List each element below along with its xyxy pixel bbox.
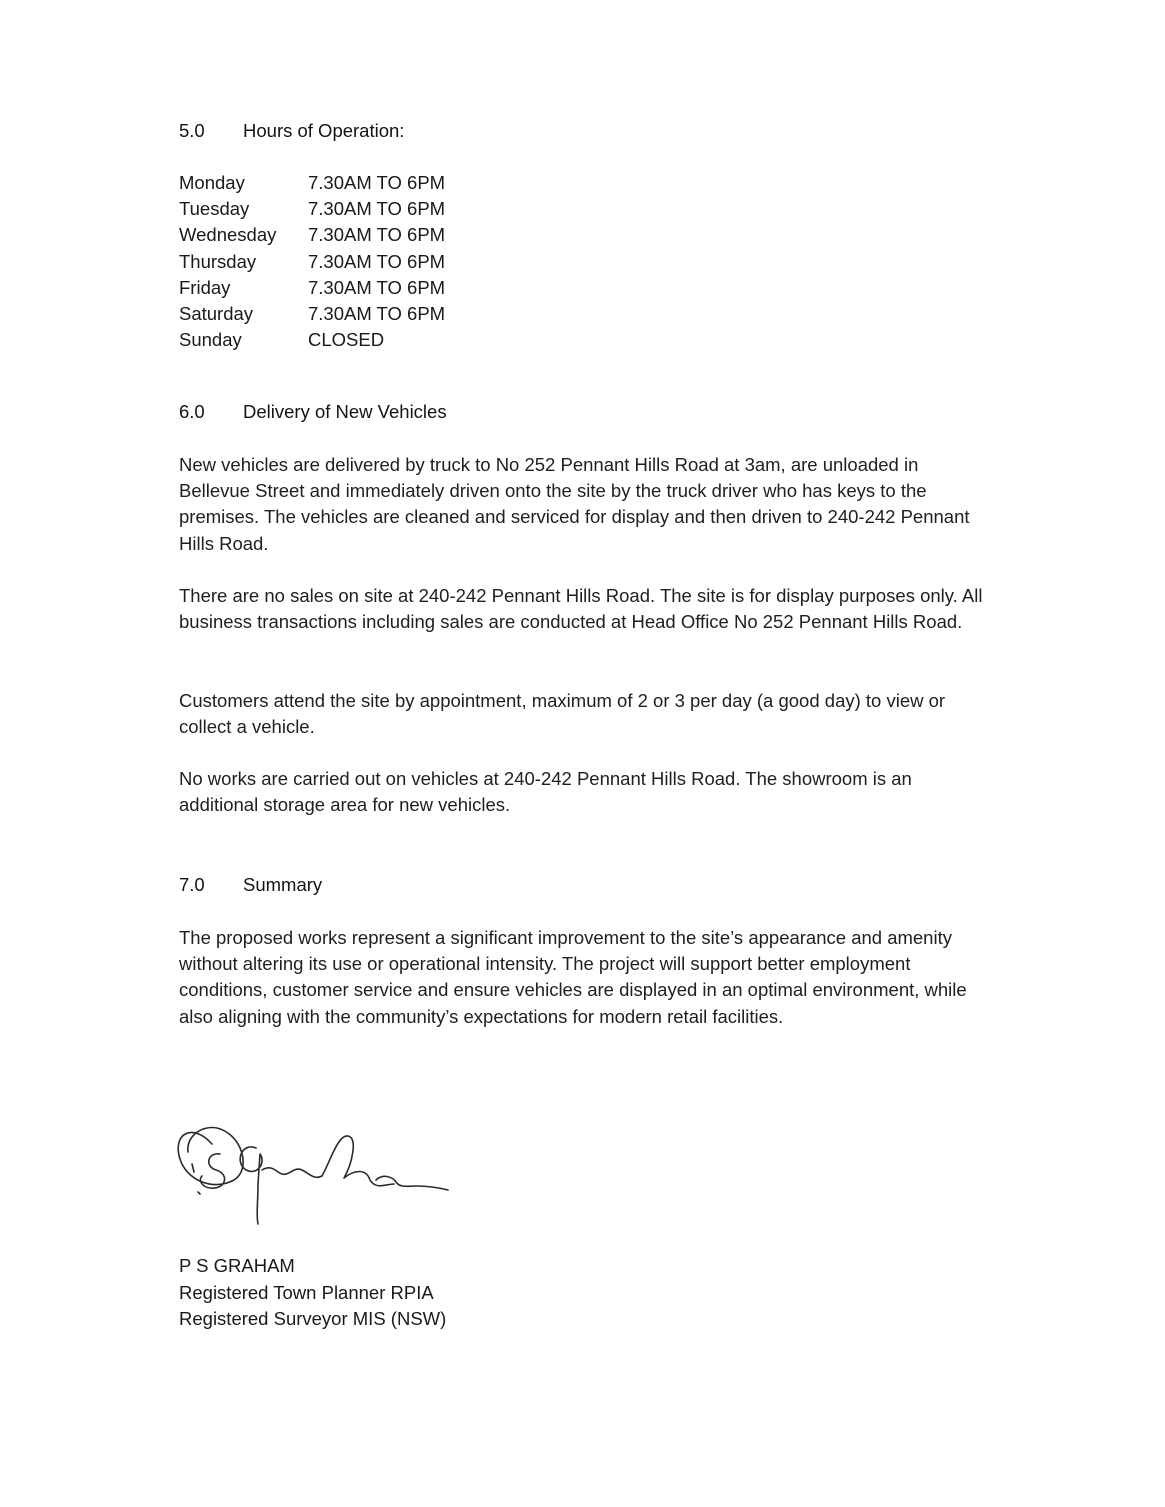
delivery-paragraph-4: No works are carried out on vehicles at 240-242 Pennant Hills Road. The showroom is an additional storage area for new vehicles. <box>179 768 912 816</box>
section-7-heading <box>179 872 322 898</box>
hours-row <box>179 196 445 222</box>
hours-day: Wednesday <box>179 224 277 246</box>
hours-time: 7.30AM TO 6PM <box>308 250 446 272</box>
section-5-number: 5.0 <box>179 120 205 141</box>
delivery-paragraph-3: Customers attend the site by appointment, maximum of 2 or 3 per day (a good day) to view or collect a vehicle. <box>179 690 946 738</box>
hours-row <box>179 249 445 275</box>
section-7-number: 7.0 <box>179 874 205 895</box>
hours-day: Friday <box>179 276 231 298</box>
hours-day: Tuesday <box>179 198 250 220</box>
hours-time: 7.30AM TO 6PM <box>308 198 446 220</box>
section-7-title: Summary <box>243 874 323 895</box>
hours-day: Thursday <box>179 250 257 272</box>
delivery-paragraph-2: There are no sales on site at 240-242 Pennant Hills Road. The site is for display purposes only. All business transactions including sales are conducted at Head Office No 252 Pennant Hills Road. <box>179 585 983 633</box>
hours-row <box>179 301 445 327</box>
hours-row <box>179 170 445 196</box>
hours-time: 7.30AM TO 6PM <box>308 172 446 193</box>
hours-time: CLOSED <box>308 329 385 351</box>
summary-paragraph: The proposed works represent a significant improvement to the site’s appearance and amenity without altering its use or operational intensity. The project will support better employment conditions, customer service and ensure vehicles are displayed in an optimal environment, while also aligning with the community’s expectations for modern retail facilities. <box>179 927 967 1027</box>
section-6-title: Delivery of New Vehicles <box>243 401 447 422</box>
section-5-heading <box>179 118 404 144</box>
handwritten-signature <box>172 1114 457 1234</box>
hours-day: Monday <box>179 172 245 193</box>
signatory-block <box>179 1253 446 1333</box>
hours-time: 7.30AM TO 6PM <box>308 224 446 246</box>
signatory-title-1: Registered Town Planner RPIA <box>179 1281 434 1303</box>
section-6-number: 6.0 <box>179 401 205 422</box>
delivery-paragraph-1: New vehicles are delivered by truck to No 252 Pennant Hills Road at 3am, are unloaded in Bellevue Street and immediately driven onto the site by the truck driver who has keys to the premises. The vehicles are cleaned and serviced for display and then driven to 240-242 Pennant Hills Road. <box>179 454 970 554</box>
hours-table <box>179 170 445 353</box>
hours-day: Sunday <box>179 329 242 351</box>
signatory-name: P S GRAHAM <box>179 1255 295 1276</box>
hours-row <box>179 222 445 248</box>
hours-time: 7.30AM TO 6PM <box>308 302 446 324</box>
hours-day: Saturday <box>179 302 254 324</box>
signatory-title-2: Registered Surveyor MIS (NSW) <box>179 1308 447 1329</box>
hours-row <box>179 327 445 353</box>
hours-time: 7.30AM TO 6PM <box>308 276 446 298</box>
section-6-heading <box>179 399 447 425</box>
hours-row <box>179 275 445 301</box>
section-5-title: Hours of Operation: <box>243 120 405 141</box>
